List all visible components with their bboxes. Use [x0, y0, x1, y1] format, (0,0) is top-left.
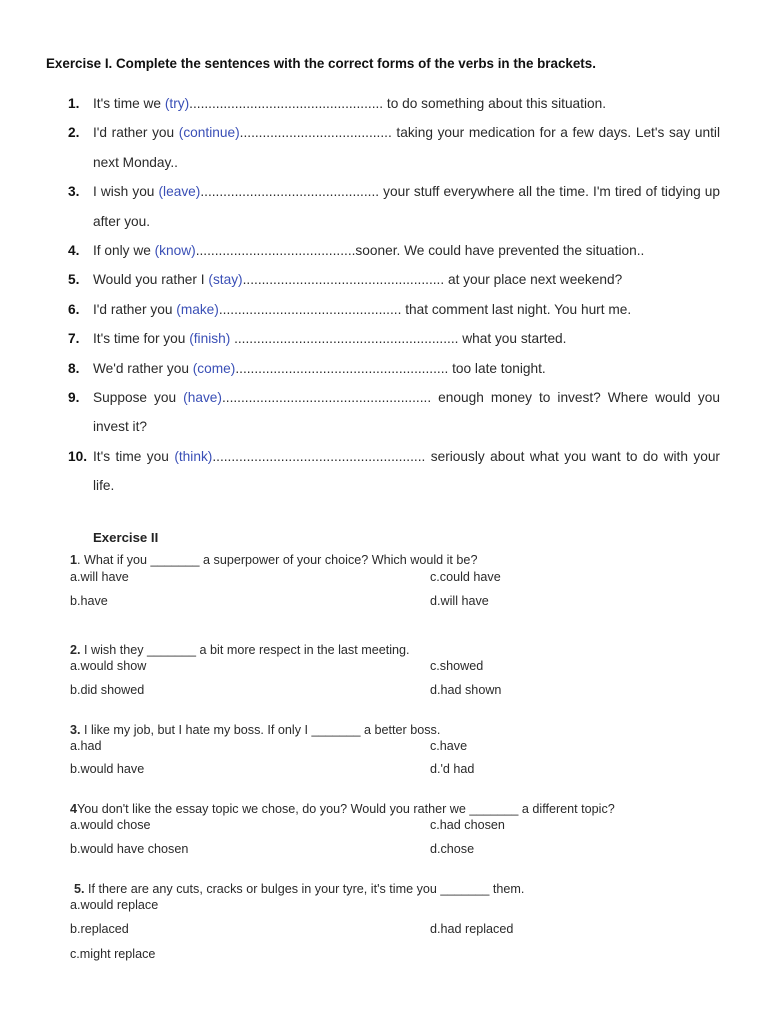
verb-prompt: (stay): [208, 272, 243, 288]
option-c[interactable]: c.could have: [430, 570, 501, 584]
question-4: 4You don't like the essay topic we chose, do you? Would you rather we _______ a different topic?: [70, 802, 615, 816]
item-text: I'd rather you (make)................................................ that comment last night. You hurt me.: [93, 301, 632, 317]
list-item: [68, 354, 720, 383]
verb-prompt: (have): [183, 390, 222, 406]
option-b[interactable]: b.would have chosen: [70, 842, 189, 856]
option-c[interactable]: c.had chosen: [430, 818, 505, 832]
list-item: [68, 118, 720, 177]
option-c[interactable]: c.might replace: [70, 947, 156, 961]
list-item: [68, 295, 720, 324]
option-b[interactable]: b.have: [70, 594, 108, 608]
item-number: 7.: [68, 331, 80, 347]
verb-prompt: (try): [164, 96, 190, 111]
item-number: 8.: [68, 360, 80, 376]
option-a[interactable]: a.would replace: [70, 898, 159, 912]
verb-prompt: (think): [174, 448, 213, 464]
option-b[interactable]: b.replaced: [70, 922, 129, 936]
verb-prompt: (finish): [189, 331, 231, 347]
option-d[interactable]: d.chose: [430, 842, 475, 856]
verb-prompt: (continue): [178, 125, 240, 141]
question-3: 3. I like my job, but I hate my boss. If only I _______ a better boss.: [70, 723, 441, 737]
item-text: Suppose you (have)....................................................... enough money to invest? Where would you invest it?: [93, 390, 720, 435]
option-d[interactable]: d.had shown: [430, 683, 502, 697]
list-item: [68, 177, 720, 236]
item-text: I wish you (leave)............................................... your stuff everywhere all the time. I'm tired of tidying up after you.: [93, 184, 720, 229]
option-a[interactable]: a.would chose: [70, 818, 151, 832]
item-number: 1.: [68, 96, 80, 111]
item-number: 6.: [68, 301, 80, 317]
question-1: 1. What if you _______ a superpower of your choice? Which would it be?: [70, 553, 478, 567]
verb-prompt: (come): [192, 360, 236, 376]
option-a[interactable]: a.will have: [70, 570, 129, 584]
item-number: 2.: [68, 125, 80, 141]
item-text: Would you rather I (stay)..................................................... at your place next weekend?: [93, 272, 623, 288]
item-text: If only we (know)..........................................sooner. We could have prevented the situation..: [93, 243, 645, 259]
exercise-1-list: [68, 89, 720, 501]
item-text: It's time for you (finish) ........................................................... what you started.: [93, 331, 567, 347]
exercise-1-title: Exercise I. Complete the sentences with the correct forms of the verbs in the brackets.: [46, 56, 596, 71]
option-a[interactable]: a.had: [70, 739, 102, 753]
option-a[interactable]: a.would show: [70, 659, 147, 673]
list-item: [68, 383, 720, 442]
item-number: 3.: [68, 184, 80, 200]
exercise-2-title: Exercise II: [93, 530, 159, 545]
option-d[interactable]: d.'d had: [430, 762, 475, 776]
question-2: 2. I wish they _______ a bit more respect in the last meeting.: [70, 643, 410, 657]
option-d[interactable]: d.had replaced: [430, 922, 514, 936]
item-text: We'd rather you (come)........................................................ too late tonight.: [93, 360, 546, 376]
verb-prompt: (make): [176, 301, 219, 317]
item-number: 4.: [68, 243, 80, 259]
verb-prompt: (leave): [158, 184, 201, 200]
option-b[interactable]: b.did showed: [70, 683, 145, 697]
item-text: It's time we (try)................................................... to do something about this situation.: [93, 96, 607, 111]
list-item: [68, 324, 720, 353]
option-c[interactable]: c.have: [430, 739, 468, 753]
list-item: [68, 265, 720, 294]
option-d[interactable]: d.will have: [430, 594, 489, 608]
list-item: [68, 89, 720, 118]
option-b[interactable]: b.would have: [70, 762, 145, 776]
item-number: 10.: [68, 448, 88, 464]
item-number: 5.: [68, 272, 80, 288]
item-text: I'd rather you (continue)........................................ taking your medication for a few days. Let's say until next Monday..: [93, 125, 720, 170]
list-item: [68, 236, 720, 265]
item-text: It's time you (think)........................................................ seriously about what you want to do with your life.: [93, 448, 720, 494]
list-item: [68, 442, 720, 501]
item-number: 9.: [68, 390, 80, 406]
option-c[interactable]: c.showed: [430, 659, 484, 673]
question-5: 5. If there are any cuts, cracks or bulges in your tyre, it's time you _______ them.: [74, 882, 525, 896]
verb-prompt: (know): [154, 243, 196, 259]
